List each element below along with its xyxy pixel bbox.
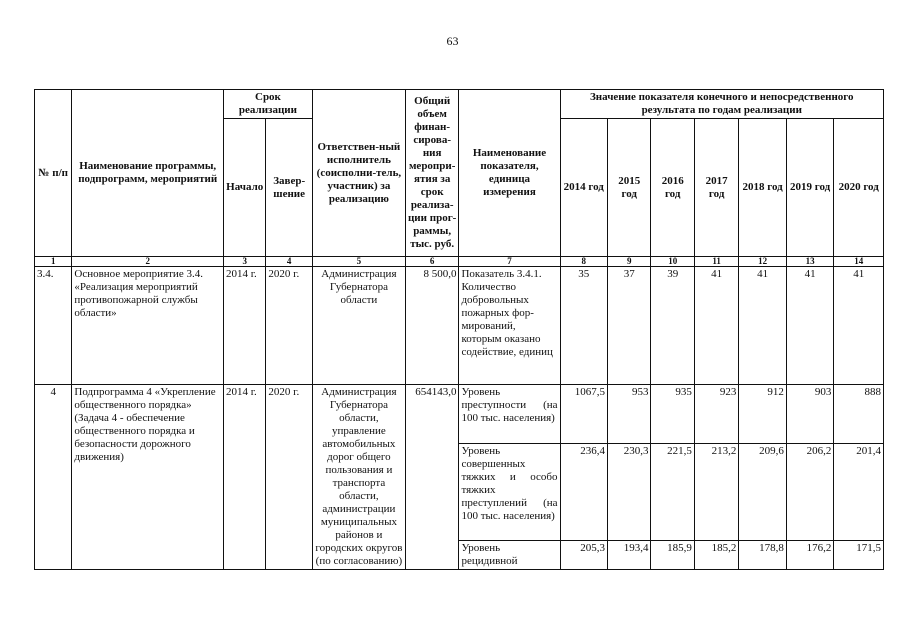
value-cell: 39 (651, 267, 694, 385)
row-executor: Администрация Губернатора области, управление автомобильных дорог общего пользования и транспорта области, администрации муниципальных районов и городских округов (по согласованию) (312, 385, 405, 570)
value-cell: 176,2 (786, 540, 834, 569)
value-cell: 185,2 (694, 540, 738, 569)
col-number: 9 (608, 257, 651, 267)
row-start: 2014 г. (223, 267, 265, 385)
value-cell: 206,2 (786, 443, 834, 540)
col-number: 13 (786, 257, 834, 267)
header-num: № п/п (35, 90, 72, 257)
row-end: 2020 г. (266, 267, 313, 385)
value-cell: 935 (651, 385, 694, 444)
header-end: Завер-шение (266, 119, 313, 257)
value-cell: 923 (694, 385, 738, 444)
header-period: Срок реализации (223, 90, 312, 119)
table-row-4-a (35, 385, 884, 444)
header-year-2018: 2018 год (739, 119, 787, 257)
value-cell: 205,3 (560, 540, 608, 569)
column-numbers-row (35, 257, 884, 267)
value-cell: 41 (739, 267, 787, 385)
row-name: Основное мероприятие 3.4. «Реализация мероприятий противопожарной службы области» (72, 267, 224, 385)
row-name: Подпрограмма 4 «Укрепление общественного порядка» (Задача 4 - обеспечение общественного порядка и безопасности дорожного движения) (72, 385, 224, 570)
row-indicator: Уровень совершенных тяжких и особо тяжких преступлений (на 100 тыс. населения) (459, 443, 560, 540)
value-cell: 41 (834, 267, 884, 385)
table-row-3-4 (35, 267, 884, 385)
row-executor: Администрация Губернатора области (312, 267, 405, 385)
row-start: 2014 г. (223, 385, 265, 570)
row-indicator: Уровень рецидивной (459, 540, 560, 569)
col-number: 6 (405, 257, 459, 267)
value-cell: 903 (786, 385, 834, 444)
value-cell: 888 (834, 385, 884, 444)
header-name: Наименование программы, подпрограмм, мероприятий (72, 90, 224, 257)
col-number: 8 (560, 257, 608, 267)
value-cell: 193,4 (608, 540, 651, 569)
header-executor: Ответствен-ный исполнитель (соисполни-тель, участник) за реализацию (312, 90, 405, 257)
header-year-2017: 2017 год (694, 119, 738, 257)
value-cell: 236,4 (560, 443, 608, 540)
col-number: 4 (266, 257, 313, 267)
value-cell: 41 (694, 267, 738, 385)
value-cell: 209,6 (739, 443, 787, 540)
value-cell: 213,2 (694, 443, 738, 540)
col-number: 14 (834, 257, 884, 267)
header-row-1 (35, 90, 884, 119)
value-cell: 178,8 (739, 540, 787, 569)
col-number: 2 (72, 257, 224, 267)
value-cell: 1067,5 (560, 385, 608, 444)
header-year-2019: 2019 год (786, 119, 834, 257)
value-cell: 37 (608, 267, 651, 385)
program-indicators-table (34, 89, 884, 570)
value-cell: 171,5 (834, 540, 884, 569)
value-cell: 230,3 (608, 443, 651, 540)
value-cell: 221,5 (651, 443, 694, 540)
value-cell: 912 (739, 385, 787, 444)
col-number: 5 (312, 257, 405, 267)
header-values-title: Значение показателя конечного и непосредственного результата по годам реализации (560, 90, 883, 119)
row-indicator: Уровень преступности (на 100 тыс. населения) (459, 385, 560, 444)
col-number: 7 (459, 257, 560, 267)
header-start: Начало (223, 119, 265, 257)
header-funding: Общий объем финан-сирова-ния меропри-ятия за срок реализа-ции прог-раммы, тыс. руб. (405, 90, 459, 257)
page-number: 63 (446, 34, 459, 48)
row-end: 2020 г. (266, 385, 313, 570)
header-indicator: Наименование показателя, единица измерения (459, 90, 560, 257)
row-funding: 8 500,0 (405, 267, 459, 385)
value-cell: 185,9 (651, 540, 694, 569)
value-cell: 201,4 (834, 443, 884, 540)
header-year-2016: 2016 год (651, 119, 694, 257)
col-number: 1 (35, 257, 72, 267)
value-cell: 35 (560, 267, 608, 385)
header-year-2020: 2020 год (834, 119, 884, 257)
value-cell: 953 (608, 385, 651, 444)
col-number: 3 (223, 257, 265, 267)
col-number: 12 (739, 257, 787, 267)
col-number: 11 (694, 257, 738, 267)
header-year-2014: 2014 год (560, 119, 608, 257)
row-num: 4 (35, 385, 72, 570)
row-num: 3.4. (35, 267, 72, 385)
row-indicator: Показатель 3.4.1. Количество добровольных пожарных фор-мирований, которым оказано содействие, единиц (459, 267, 560, 385)
header-year-2015: 2015 год (608, 119, 651, 257)
value-cell: 41 (786, 267, 834, 385)
row-funding: 654143,0 (405, 385, 459, 570)
col-number: 10 (651, 257, 694, 267)
